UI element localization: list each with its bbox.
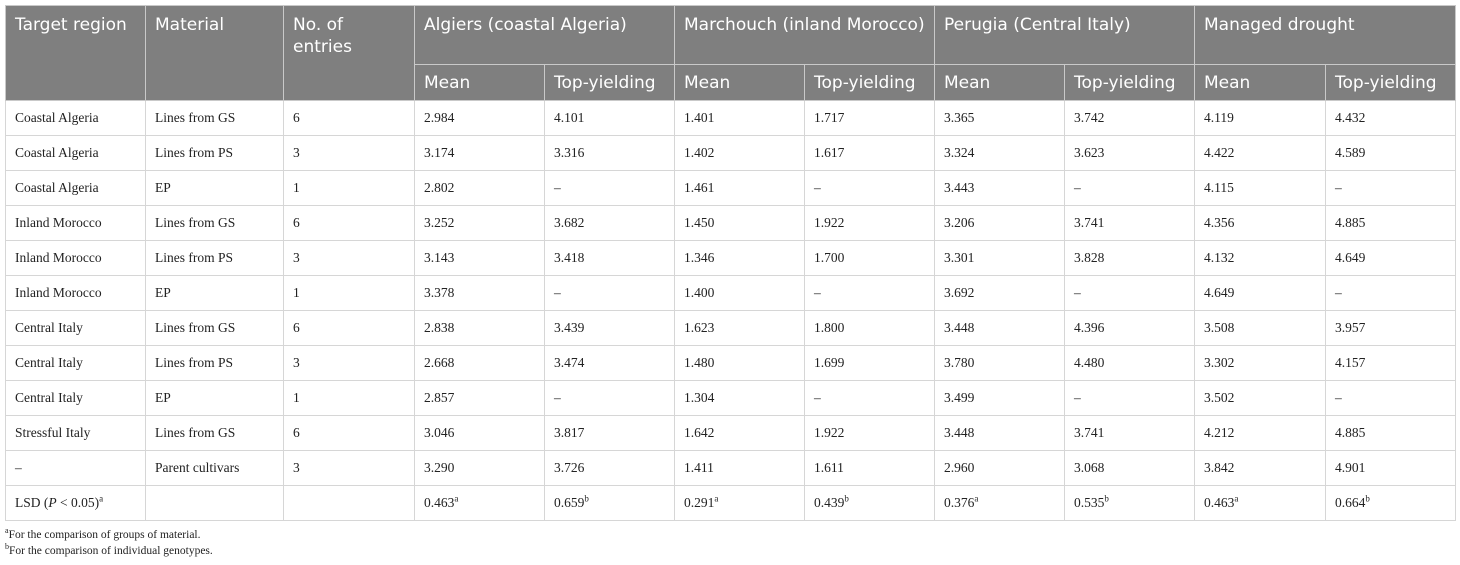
lsd-cell: 0.463$^a$: [415, 486, 545, 521]
data-table: [5, 5, 1456, 521]
lsd-cell: 0.535$^b$: [1065, 486, 1195, 521]
cell-value: 3.692: [935, 276, 1065, 311]
cell-value: –: [1326, 171, 1456, 206]
table-body: [6, 101, 1456, 521]
cell-value: 3.828: [1065, 241, 1195, 276]
cell-value: –: [1065, 276, 1195, 311]
cell-material: Lines from GS: [146, 206, 284, 241]
table-row: [6, 451, 1456, 486]
lsd-cell: 0.439$^b$: [805, 486, 935, 521]
table-row: [6, 311, 1456, 346]
cell-value: 4.132: [1195, 241, 1326, 276]
lsd-cell: 0.291$^a$: [675, 486, 805, 521]
header-top-yielding: Top-yielding: [1326, 65, 1456, 101]
cell-target-region: –: [6, 451, 146, 486]
cell-value: 3.252: [415, 206, 545, 241]
cell-value: 4.396: [1065, 311, 1195, 346]
cell-value: 3.324: [935, 136, 1065, 171]
cell-value: 1.480: [675, 346, 805, 381]
cell-value: –: [1065, 171, 1195, 206]
table-row: [6, 101, 1456, 136]
cell-value: 4.649: [1326, 241, 1456, 276]
cell-value: –: [1326, 276, 1456, 311]
cell-material: Lines from GS: [146, 416, 284, 451]
cell-value: 3.502: [1195, 381, 1326, 416]
cell-no-entries: 6: [284, 206, 415, 241]
table-header: [6, 6, 1456, 101]
cell-target-region: Stressful Italy: [6, 416, 146, 451]
header-no-entries: No. of entries: [284, 6, 415, 101]
cell-value: 1.700: [805, 241, 935, 276]
cell-no-entries: 1: [284, 171, 415, 206]
lsd-label-prefix: LSD (: [15, 495, 49, 510]
cell-value: 2.668: [415, 346, 545, 381]
cell-value: 3.817: [545, 416, 675, 451]
cell-material: Lines from PS: [146, 136, 284, 171]
lsd-label-sup: a: [99, 493, 104, 504]
table-row: [6, 381, 1456, 416]
footnote: $^b$For the comparison of individual genotypes.: [5, 542, 213, 557]
cell-value: 3.290: [415, 451, 545, 486]
cell-value: –: [545, 171, 675, 206]
cell-material: Lines from PS: [146, 241, 284, 276]
cell-value: 3.474: [545, 346, 675, 381]
table-row: [6, 241, 1456, 276]
table-row: [6, 416, 1456, 451]
cell-value: –: [805, 381, 935, 416]
cell-no-entries: 3: [284, 451, 415, 486]
cell-value: 3.378: [415, 276, 545, 311]
cell-target-region: Central Italy: [6, 311, 146, 346]
cell-value: 3.682: [545, 206, 675, 241]
cell-value: –: [545, 276, 675, 311]
cell-value: 1.402: [675, 136, 805, 171]
lsd-empty-cell: [146, 486, 284, 521]
header-target-region: Target region: [6, 6, 146, 101]
cell-no-entries: 6: [284, 101, 415, 136]
header-mean: Mean: [1195, 65, 1326, 101]
cell-value: 3.443: [935, 171, 1065, 206]
cell-material: Parent cultivars: [146, 451, 284, 486]
cell-value: 1.699: [805, 346, 935, 381]
cell-value: 1.450: [675, 206, 805, 241]
cell-material: Lines from GS: [146, 101, 284, 136]
lsd-cell: 0.376$^a$: [935, 486, 1065, 521]
cell-material: Lines from GS: [146, 311, 284, 346]
header-group-marchouch: Marchouch (inland Morocco): [675, 6, 935, 65]
cell-value: 1.922: [805, 416, 935, 451]
cell-value: 3.842: [1195, 451, 1326, 486]
lsd-label-suffix: < 0.05): [56, 495, 100, 510]
header-mean: Mean: [675, 65, 805, 101]
cell-value: –: [805, 276, 935, 311]
cell-value: 4.119: [1195, 101, 1326, 136]
header-group-algiers: Algiers (coastal Algeria): [415, 6, 675, 65]
header-group-managed-drought: Managed drought: [1195, 6, 1456, 65]
header-top-yielding: Top-yielding: [545, 65, 675, 101]
cell-value: 4.115: [1195, 171, 1326, 206]
cell-value: 1.400: [675, 276, 805, 311]
cell-value: 3.623: [1065, 136, 1195, 171]
cell-value: 3.302: [1195, 346, 1326, 381]
cell-target-region: Central Italy: [6, 381, 146, 416]
cell-value: 2.838: [415, 311, 545, 346]
cell-value: 4.212: [1195, 416, 1326, 451]
table-row: [6, 276, 1456, 311]
cell-value: 1.461: [675, 171, 805, 206]
cell-value: 3.365: [935, 101, 1065, 136]
cell-target-region: Inland Morocco: [6, 206, 146, 241]
cell-value: 3.726: [545, 451, 675, 486]
cell-value: 4.157: [1326, 346, 1456, 381]
cell-value: 4.589: [1326, 136, 1456, 171]
cell-material: EP: [146, 276, 284, 311]
header-material: Material: [146, 6, 284, 101]
cell-value: 4.649: [1195, 276, 1326, 311]
cell-target-region: Inland Morocco: [6, 276, 146, 311]
cell-material: EP: [146, 171, 284, 206]
cell-value: 3.143: [415, 241, 545, 276]
cell-value: 4.101: [545, 101, 675, 136]
header-mean: Mean: [415, 65, 545, 101]
lsd-label-p: P: [48, 495, 57, 510]
cell-value: 1.642: [675, 416, 805, 451]
cell-target-region: Coastal Algeria: [6, 101, 146, 136]
cell-value: –: [1065, 381, 1195, 416]
cell-value: –: [1326, 381, 1456, 416]
table-row: [6, 206, 1456, 241]
cell-material: Lines from PS: [146, 346, 284, 381]
cell-no-entries: 3: [284, 136, 415, 171]
cell-value: 3.742: [1065, 101, 1195, 136]
cell-value: 3.499: [935, 381, 1065, 416]
table-row: [6, 136, 1456, 171]
cell-no-entries: 6: [284, 311, 415, 346]
cell-no-entries: 3: [284, 346, 415, 381]
cell-value: 4.885: [1326, 206, 1456, 241]
header-top-yielding: Top-yielding: [805, 65, 935, 101]
cell-value: 2.802: [415, 171, 545, 206]
cell-value: 4.901: [1326, 451, 1456, 486]
cell-value: 3.957: [1326, 311, 1456, 346]
cell-target-region: Coastal Algeria: [6, 136, 146, 171]
cell-no-entries: 1: [284, 381, 415, 416]
cell-no-entries: 6: [284, 416, 415, 451]
cell-value: 1.922: [805, 206, 935, 241]
cell-value: 1.401: [675, 101, 805, 136]
cell-target-region: Central Italy: [6, 346, 146, 381]
cell-value: 3.741: [1065, 416, 1195, 451]
cell-value: 4.422: [1195, 136, 1326, 171]
lsd-empty-cell: [284, 486, 415, 521]
cell-value: 4.885: [1326, 416, 1456, 451]
cell-value: 1.617: [805, 136, 935, 171]
cell-value: 3.206: [935, 206, 1065, 241]
cell-value: 3.301: [935, 241, 1065, 276]
cell-value: 3.448: [935, 416, 1065, 451]
cell-value: 4.480: [1065, 346, 1195, 381]
header-mean: Mean: [935, 65, 1065, 101]
cell-value: 2.960: [935, 451, 1065, 486]
cell-value: 3.448: [935, 311, 1065, 346]
lsd-label: [6, 486, 146, 521]
cell-target-region: Coastal Algeria: [6, 171, 146, 206]
cell-value: 3.780: [935, 346, 1065, 381]
cell-value: 2.984: [415, 101, 545, 136]
cell-value: 1.611: [805, 451, 935, 486]
cell-value: 1.411: [675, 451, 805, 486]
cell-value: 3.508: [1195, 311, 1326, 346]
cell-value: 3.418: [545, 241, 675, 276]
lsd-cell: 0.659$^b$: [545, 486, 675, 521]
cell-value: 3.316: [545, 136, 675, 171]
cell-value: 3.439: [545, 311, 675, 346]
table-row: [6, 171, 1456, 206]
cell-value: 4.432: [1326, 101, 1456, 136]
cell-value: 2.857: [415, 381, 545, 416]
cell-material: EP: [146, 381, 284, 416]
table-row: [6, 346, 1456, 381]
cell-value: 3.741: [1065, 206, 1195, 241]
cell-value: 1.346: [675, 241, 805, 276]
cell-value: 3.068: [1065, 451, 1195, 486]
table-row-lsd: [6, 486, 1456, 521]
cell-value: –: [545, 381, 675, 416]
header-group-perugia: Perugia (Central Italy): [935, 6, 1195, 65]
footnotes: [5, 527, 213, 559]
cell-value: 3.046: [415, 416, 545, 451]
cell-value: 1.623: [675, 311, 805, 346]
cell-value: 1.800: [805, 311, 935, 346]
cell-no-entries: 1: [284, 276, 415, 311]
cell-value: –: [805, 171, 935, 206]
cell-value: 1.717: [805, 101, 935, 136]
cell-no-entries: 3: [284, 241, 415, 276]
footnote: $^a$For the comparison of groups of material.: [5, 526, 201, 541]
cell-value: 3.174: [415, 136, 545, 171]
cell-value: 1.304: [675, 381, 805, 416]
lsd-cell: 0.463$^a$: [1195, 486, 1326, 521]
cell-value: 4.356: [1195, 206, 1326, 241]
header-top-yielding: Top-yielding: [1065, 65, 1195, 101]
lsd-cell: 0.664$^b$: [1326, 486, 1456, 521]
cell-target-region: Inland Morocco: [6, 241, 146, 276]
